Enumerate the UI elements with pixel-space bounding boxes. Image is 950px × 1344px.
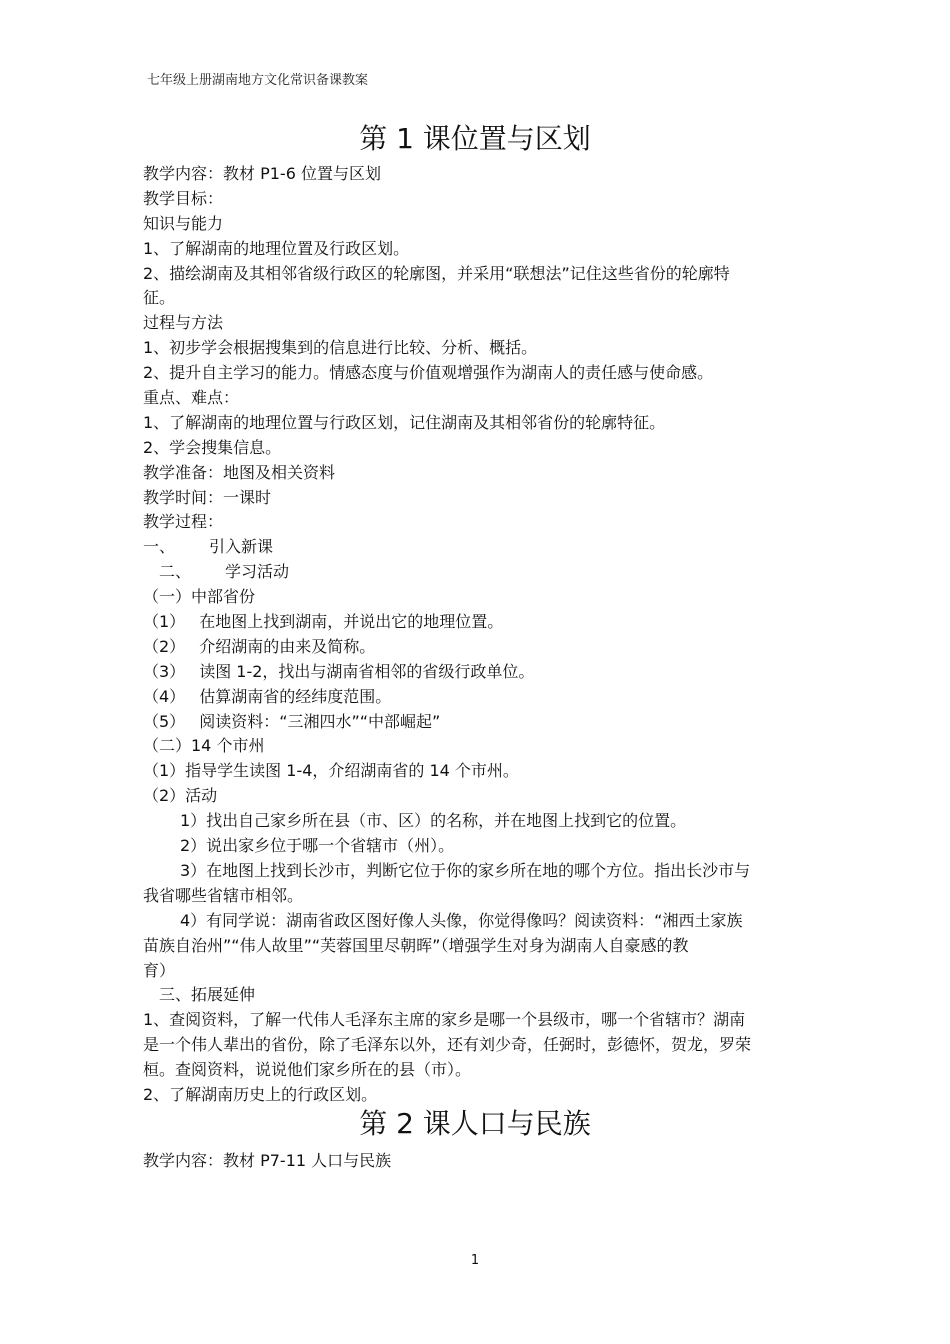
item-num: （5） [143,711,186,731]
line-time: 教学时间：一课时 [143,487,272,507]
line-step3: 三、拓展延伸 [159,985,256,1005]
line-p2: 2、提升自主学习的能力。情感态度与价值观增强作为湖南人的责任感与使命感。 [143,363,714,383]
line-step2 [143,560,823,585]
line-process-heading: 过程与方法 [143,313,224,333]
item-text: 读图 1-2，找出与湖南省相邻的省级行政单位。 [199,661,535,681]
item-text: 阅读资料：“三湘四水”“中部崛起” [199,711,441,731]
line-a1: 1）找出自己家乡所在县（市、区）的名称，并在地图上找到它的位置。 [180,811,687,831]
page-number: 1 [470,1253,480,1268]
line-key2: 2、学会搜集信息。 [143,437,282,457]
line-step1 [143,535,823,560]
line-sec1: （一）中部省份 [143,587,256,607]
line-goal-heading: 教学目标： [143,188,224,208]
lesson2-title: 第 2 课人口与民族 [359,1107,591,1140]
line-s1-1 [143,610,823,635]
line-e1c: 桓。查阅资料，说说他们家乡所在的县（市）。 [143,1060,472,1080]
step1-text: 引入新课 [209,537,274,557]
step1-num: 一、 [143,537,176,557]
line-s1-3 [143,660,823,685]
step2-num: 二、 [159,562,192,582]
line-a3a: 3）在地图上找到长沙市，判断它位于你的家乡所在地的哪个方位。指出长沙市与 [180,860,751,880]
line-s1-2 [143,635,823,660]
line-sec2: （二）14 个市州 [143,736,265,756]
item-num: （3） [143,661,186,681]
line-a3b: 我省哪些省辖市相邻。 [143,885,304,905]
line-process-title: 教学过程： [143,512,224,532]
item-num: （1） [143,612,186,632]
line-a4c: 育） [143,960,176,980]
line-p1: 1、初步学会根据搜集到的信息进行比较、分析、概括。 [143,338,538,358]
line-content: 教学内容：教材 P1-6 位置与区划 [143,164,381,183]
line-e1b: 是一个伟人辈出的省份，除了毛泽东以外，还有刘少奇，任弼时，彭德怀，贺龙，罗荣 [143,1035,752,1055]
lesson1-body [143,162,823,1108]
item-text: 估算湖南省的经纬度范围。 [199,686,392,706]
item-text: 介绍湖南的由来及简称。 [199,636,376,656]
item-num: （2） [143,636,186,656]
line-a4b: 苗族自治州”“伟人故里”“芙蓉国里尽朝晖”（增强学生对身为湖南人自豪感的教 [143,935,689,955]
line-e2: 2、了解湖南历史上的行政区划。 [143,1084,378,1104]
line-k2a: 2、描绘湖南及其相邻省级行政区的轮廓图，并采用“联想法”记住这些省份的轮廓特 [143,263,730,283]
line-e1a: 1、查阅资料，了解一代伟人毛泽东主席的家乡是哪一个县级市，哪一个省辖市？湖南 [143,1010,746,1030]
item-text: 在地图上找到湖南，并说出它的地理位置。 [199,612,504,632]
line-prep: 教学准备：地图及相关资料 [143,462,336,482]
lesson1-title: 第 1 课位置与区划 [359,122,591,155]
lesson2-content: 教学内容：教材 P7-11 人口与民族 [143,1151,392,1170]
line-k2b: 征。 [143,288,176,308]
line-knowledge-heading: 知识与能力 [143,213,224,233]
line-s2-1: （1）指导学生读图 1-4，介绍湖南省的 14 个市州。 [143,761,519,781]
line-s2-2: （2）活动 [143,786,218,806]
line-a2: 2）说出家乡位于哪一个省辖市（州）。 [180,836,455,856]
document-header: 七年级上册湖南地方文化常识备课教案 [147,73,369,88]
line-k1: 1、了解湖南的地理位置及行政区划。 [143,238,410,258]
line-key-heading: 重点、难点： [143,388,240,408]
line-a4a: 4）有同学说：湖南省政区图好像人头像，你觉得像吗？阅读资料：“湘西土家族 [180,910,743,930]
item-num: （4） [143,686,186,706]
line-s1-4 [143,685,823,710]
line-s1-5 [143,710,823,735]
line-key1: 1、了解湖南的地理位置与行政区划，记住湖南及其相邻省份的轮廓特征。 [143,412,666,432]
step2-text: 学习活动 [225,562,290,582]
